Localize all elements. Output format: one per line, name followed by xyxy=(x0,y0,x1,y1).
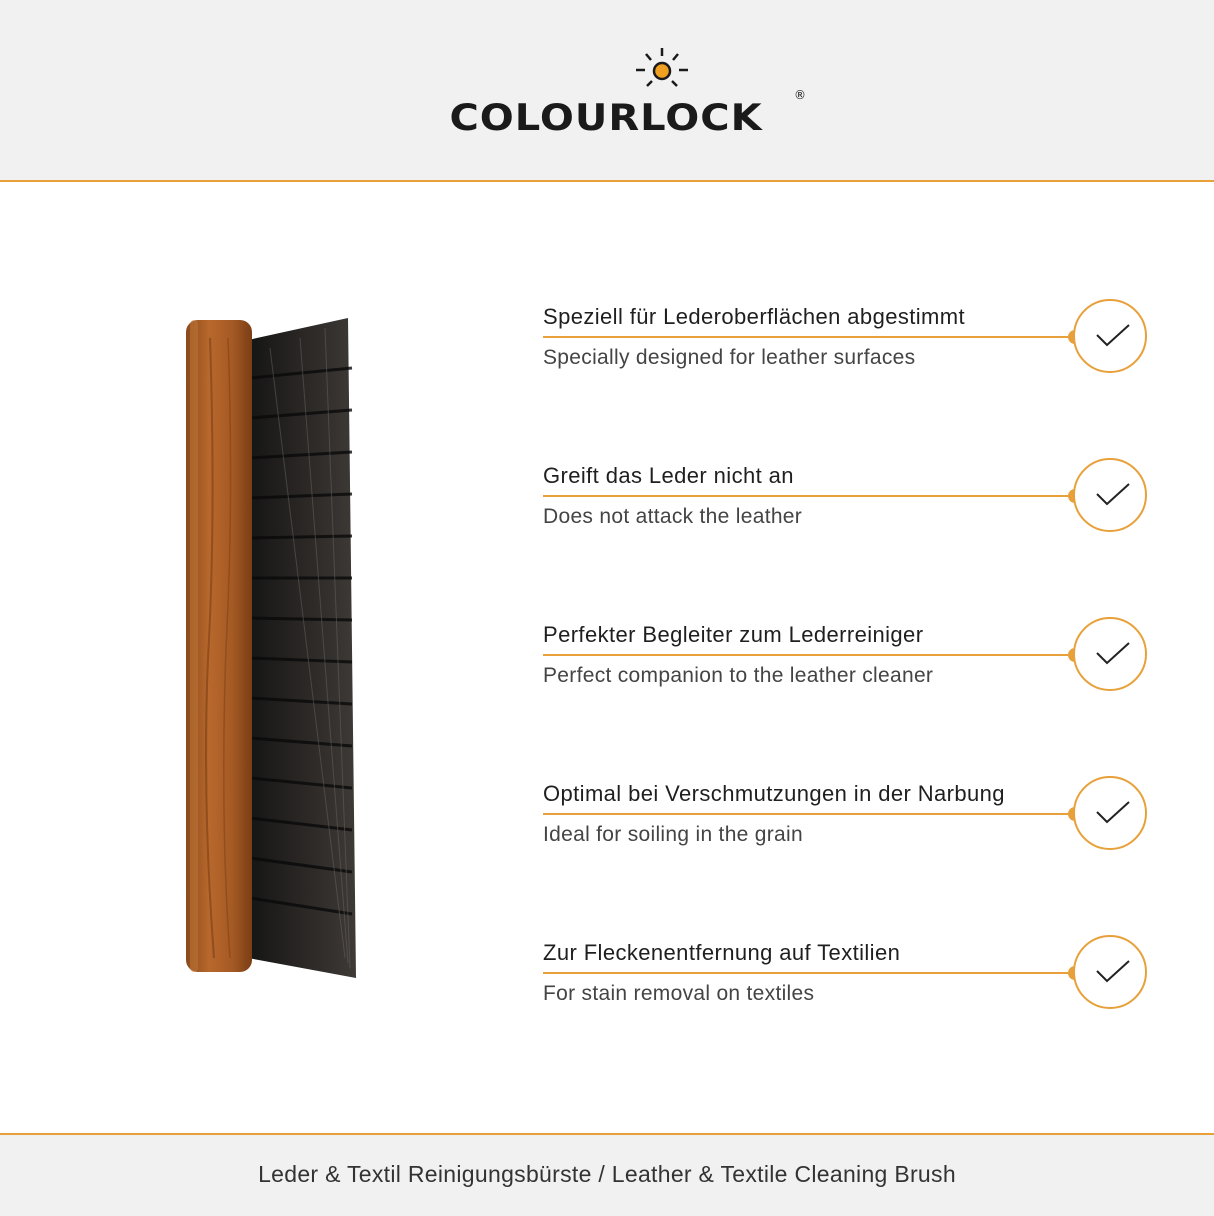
check-icon xyxy=(1095,800,1131,826)
feature-title: Greift das Leder nicht an xyxy=(543,463,794,488)
footer xyxy=(0,1133,1214,1216)
check-badge xyxy=(1073,776,1147,850)
feature-divider xyxy=(543,495,1073,497)
check-badge xyxy=(1073,617,1147,691)
feature-subtitle: Ideal for soiling in the grain xyxy=(543,823,803,846)
check-badge xyxy=(1073,458,1147,532)
feature-divider xyxy=(543,654,1073,656)
check-badge xyxy=(1073,935,1147,1009)
check-badge xyxy=(1073,299,1147,373)
footer-caption: Leder & Textil Reinigungsbürste / Leather & Textile Cleaning Brush xyxy=(258,1161,956,1187)
header xyxy=(0,0,1214,182)
brand-logo: COLOURLOCK xyxy=(449,96,763,140)
feature-item xyxy=(543,621,1143,711)
check-icon xyxy=(1095,641,1131,667)
feature-item xyxy=(543,303,1143,393)
feature-subtitle: Perfect companion to the leather cleaner xyxy=(543,664,934,687)
wooden-brush-image xyxy=(180,318,360,982)
feature-title: Speziell für Lederoberflächen abgestimmt xyxy=(543,304,966,329)
feature-subtitle: For stain removal on textiles xyxy=(543,982,815,1005)
feature-item xyxy=(543,780,1143,870)
check-icon xyxy=(1095,482,1131,508)
feature-title: Perfekter Begleiter zum Lederreiniger xyxy=(543,622,924,647)
feature-divider xyxy=(543,813,1073,815)
feature-divider xyxy=(543,336,1073,338)
feature-subtitle: Specially designed for leather surfaces xyxy=(543,346,916,369)
check-icon xyxy=(1095,959,1131,985)
feature-divider xyxy=(543,972,1073,974)
sun-icon xyxy=(632,44,692,94)
feature-subtitle: Does not attack the leather xyxy=(543,505,803,528)
feature-item xyxy=(543,939,1143,1029)
feature-title: Zur Fleckenentfernung auf Textilien xyxy=(543,940,901,965)
registered-mark: ® xyxy=(794,88,806,102)
feature-title: Optimal bei Verschmutzungen in der Narbung xyxy=(543,781,1005,806)
feature-item xyxy=(543,462,1143,552)
check-icon xyxy=(1095,323,1131,349)
